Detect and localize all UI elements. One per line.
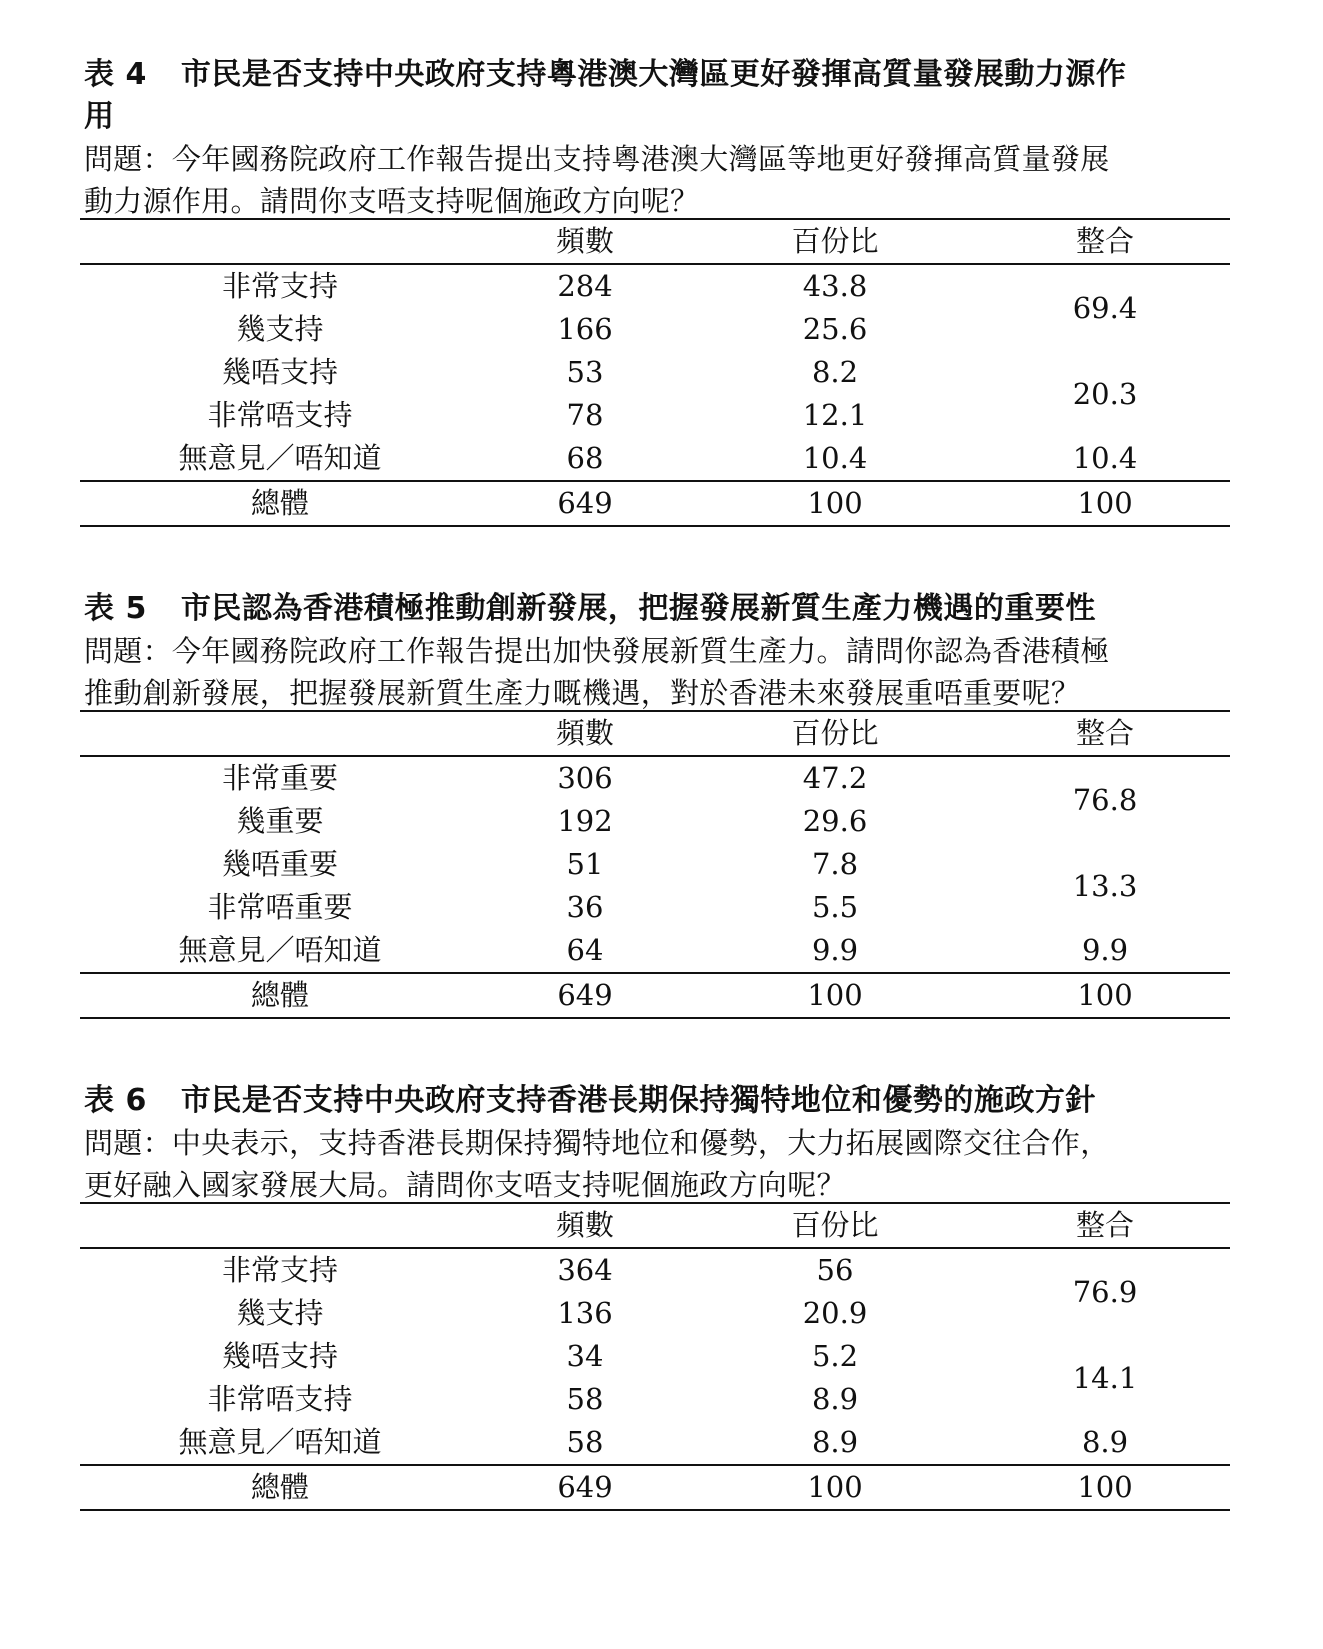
table-row bbox=[80, 1421, 1230, 1465]
row-percentage: 20.9 bbox=[802, 1296, 868, 1330]
row-label: 非常支持 bbox=[221, 1253, 338, 1287]
row-frequency: 68 bbox=[566, 441, 604, 475]
total-label: 總體 bbox=[80, 973, 480, 1018]
row-label: 無意見／唔知道 bbox=[178, 933, 382, 967]
table-4-heading bbox=[84, 54, 1234, 222]
row-percentage: 47.2 bbox=[802, 761, 868, 795]
header-combined: 整合 bbox=[980, 1203, 1230, 1248]
question-text-line1: 問題：中央表示，支持香港長期保持獨特地位和優勢，大力拓展國際交往合作， bbox=[84, 1126, 1110, 1160]
row-frequency: 58 bbox=[566, 1425, 604, 1459]
table-number: 表 6 bbox=[84, 1083, 147, 1118]
combined-not-important: 13.3 bbox=[1072, 868, 1138, 903]
table-title-text: 市民是否支持中央政府支持粵港澳大灣區更好發揮高質量發展動力源作 bbox=[180, 57, 1127, 92]
total-combined: 100 bbox=[980, 1465, 1230, 1510]
row-percentage: 12.1 bbox=[802, 398, 868, 432]
row-label: 無意見／唔知道 bbox=[178, 1425, 382, 1459]
table-row bbox=[80, 843, 1230, 886]
row-percentage: 29.6 bbox=[802, 804, 868, 838]
total-frequency: 649 bbox=[480, 1465, 690, 1510]
row-label: 幾唔重要 bbox=[221, 847, 338, 881]
total-label: 總體 bbox=[80, 481, 480, 526]
header-label bbox=[80, 219, 480, 264]
header-frequency: 頻數 bbox=[480, 711, 690, 756]
row-percentage: 10.4 bbox=[802, 441, 868, 475]
row-frequency: 34 bbox=[566, 1339, 604, 1373]
row-label: 非常唔支持 bbox=[207, 1382, 353, 1416]
row-label: 非常支持 bbox=[221, 269, 338, 303]
header-percentage: 百份比 bbox=[690, 711, 980, 756]
table-title-text: 市民認為香港積極推動創新發展，把握發展新質生產力機遇的重要性 bbox=[180, 591, 1096, 626]
row-label: 幾唔支持 bbox=[221, 1339, 338, 1373]
table-title bbox=[84, 588, 1234, 630]
table-row bbox=[80, 264, 1230, 308]
row-label: 無意見／唔知道 bbox=[178, 441, 382, 475]
question-text-line2: 動力源作用。請問你支唔支持呢個施政方向呢？ bbox=[84, 184, 700, 218]
row-frequency: 364 bbox=[557, 1253, 613, 1287]
table-row bbox=[80, 437, 1230, 481]
header-row bbox=[80, 219, 1230, 264]
combined-no-opinion: 8.9 bbox=[1081, 1425, 1129, 1459]
row-label: 幾重要 bbox=[236, 804, 324, 838]
table-row bbox=[80, 1248, 1230, 1292]
question-text-line2: 推動創新發展，把握發展新質生產力嘅機遇，對於香港未來發展重唔重要呢？ bbox=[84, 676, 1081, 710]
header-combined: 整合 bbox=[980, 711, 1230, 756]
row-label: 非常唔重要 bbox=[207, 890, 353, 924]
total-label: 總體 bbox=[80, 1465, 480, 1510]
total-frequency: 649 bbox=[480, 481, 690, 526]
combined-oppose: 20.3 bbox=[1072, 376, 1138, 411]
row-frequency: 78 bbox=[566, 398, 604, 432]
total-percentage: 100 bbox=[690, 1465, 980, 1510]
row-percentage: 9.9 bbox=[811, 933, 859, 967]
total-row bbox=[80, 1465, 1230, 1510]
row-frequency: 36 bbox=[566, 890, 604, 924]
table-5 bbox=[80, 710, 1230, 1019]
row-percentage: 5.2 bbox=[811, 1339, 859, 1373]
header-percentage: 百份比 bbox=[690, 219, 980, 264]
total-frequency: 649 bbox=[480, 973, 690, 1018]
table-title bbox=[84, 1080, 1234, 1122]
row-frequency: 192 bbox=[557, 804, 613, 838]
header-label bbox=[80, 1203, 480, 1248]
total-row bbox=[80, 973, 1230, 1018]
row-label: 非常重要 bbox=[221, 761, 338, 795]
row-frequency: 64 bbox=[566, 933, 604, 967]
row-percentage: 56 bbox=[816, 1253, 854, 1287]
row-frequency: 136 bbox=[557, 1296, 613, 1330]
table-6 bbox=[80, 1202, 1230, 1511]
row-frequency: 58 bbox=[566, 1382, 604, 1416]
total-combined: 100 bbox=[980, 481, 1230, 526]
row-percentage: 43.8 bbox=[802, 269, 868, 303]
table-number: 表 4 bbox=[84, 57, 147, 92]
combined-no-opinion: 9.9 bbox=[1081, 933, 1129, 967]
header-percentage: 百份比 bbox=[690, 1203, 980, 1248]
row-frequency: 53 bbox=[566, 355, 604, 389]
header-row bbox=[80, 711, 1230, 756]
header-label bbox=[80, 711, 480, 756]
question-text-line1: 問題：今年國務院政府工作報告提出支持粵港澳大灣區等地更好發揮高質量發展 bbox=[84, 142, 1110, 176]
row-frequency: 306 bbox=[557, 761, 613, 795]
combined-support: 69.4 bbox=[1072, 290, 1138, 325]
header-combined: 整合 bbox=[980, 219, 1230, 264]
header-frequency: 頻數 bbox=[480, 219, 690, 264]
header-frequency: 頻數 bbox=[480, 1203, 690, 1248]
row-percentage: 8.9 bbox=[811, 1382, 859, 1416]
table-number: 表 5 bbox=[84, 591, 147, 626]
row-frequency: 51 bbox=[566, 847, 604, 881]
question-text-line1: 問題：今年國務院政府工作報告提出加快發展新質生產力。請問你認為香港積極 bbox=[84, 634, 1110, 668]
header-row bbox=[80, 1203, 1230, 1248]
row-percentage: 8.2 bbox=[811, 355, 859, 389]
table-title bbox=[84, 54, 1234, 96]
combined-no-opinion: 10.4 bbox=[1072, 441, 1138, 475]
row-frequency: 166 bbox=[557, 312, 613, 346]
row-label: 非常唔支持 bbox=[207, 398, 353, 432]
row-percentage: 5.5 bbox=[811, 890, 859, 924]
table-row bbox=[80, 929, 1230, 973]
combined-important: 76.8 bbox=[1072, 782, 1138, 817]
total-row bbox=[80, 481, 1230, 526]
total-percentage: 100 bbox=[690, 973, 980, 1018]
table-row bbox=[80, 756, 1230, 800]
row-percentage: 7.8 bbox=[811, 847, 859, 881]
table-row bbox=[80, 351, 1230, 394]
table-title-text: 市民是否支持中央政府支持香港長期保持獨特地位和優勢的施政方針 bbox=[180, 1083, 1096, 1118]
row-label: 幾支持 bbox=[236, 312, 324, 346]
row-frequency: 284 bbox=[557, 269, 613, 303]
row-percentage: 25.6 bbox=[802, 312, 868, 346]
combined-oppose: 14.1 bbox=[1072, 1360, 1138, 1395]
table-6-heading bbox=[84, 1080, 1234, 1206]
row-percentage: 8.9 bbox=[811, 1425, 859, 1459]
table-title-continued: 用 bbox=[84, 99, 115, 134]
table-5-heading bbox=[84, 588, 1234, 714]
total-percentage: 100 bbox=[690, 481, 980, 526]
row-label: 幾唔支持 bbox=[221, 355, 338, 389]
table-4 bbox=[80, 218, 1230, 527]
question-text-line2: 更好融入國家發展大局。請問你支唔支持呢個施政方向呢？ bbox=[84, 1168, 846, 1202]
total-combined: 100 bbox=[980, 973, 1230, 1018]
row-label: 幾支持 bbox=[236, 1296, 324, 1330]
combined-support: 76.9 bbox=[1072, 1274, 1138, 1309]
table-row bbox=[80, 1335, 1230, 1378]
